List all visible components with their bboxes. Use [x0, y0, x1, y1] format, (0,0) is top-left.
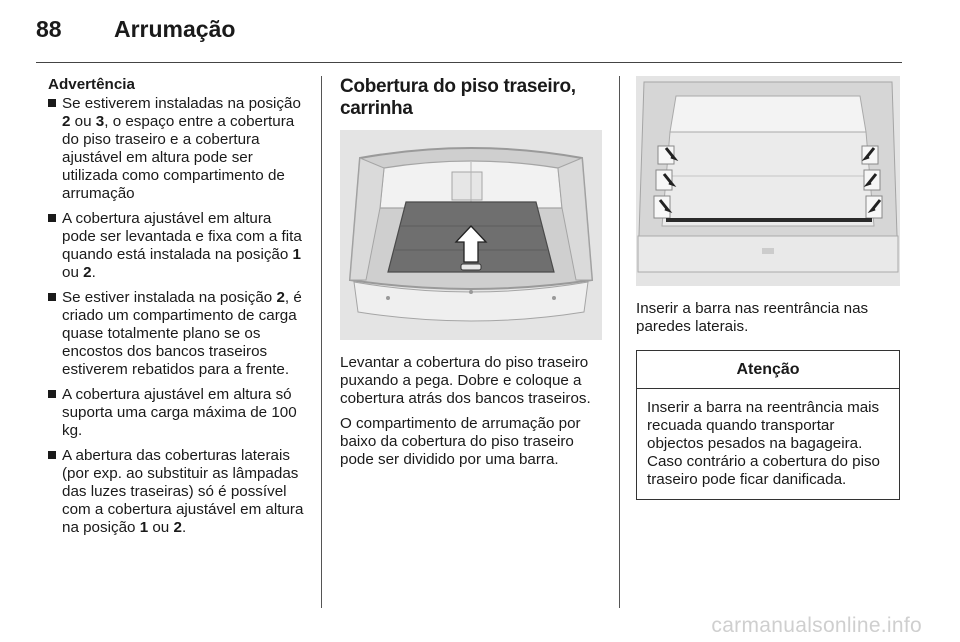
- bullet-text: Se estiver instalada na posição 2, é criado um compartimento de carga quase totalmente plano se os encostos dos bancos traseiros estiverem rebatidos para a frente.: [62, 289, 302, 378]
- warning-bullet-4: [48, 386, 306, 440]
- floor-cover-column: [340, 76, 602, 476]
- page-header: [36, 16, 235, 52]
- page-number: 88: [36, 16, 62, 42]
- warning-bullet-3: [48, 289, 306, 379]
- bullet-square-icon: [48, 451, 56, 459]
- position-number: 1: [139, 519, 149, 536]
- warning-bullet-5: [48, 447, 306, 537]
- trunk-floor-cover-illustration: [340, 130, 602, 340]
- column-divider-left: [321, 76, 322, 608]
- divider-bar-column: [636, 76, 900, 500]
- bullet-text: A cobertura ajustável em altura só suporta uma carga máxima de 100 kg.: [62, 386, 297, 439]
- column-divider-right: [619, 76, 620, 608]
- position-number: 2: [173, 519, 182, 536]
- instruction-paragraph-1: Levantar a cobertura do piso traseiro puxando a pega. Dobre e coloque a cobertura atrás dos bancos traseiros.: [340, 354, 591, 407]
- position-number: 2: [62, 113, 71, 130]
- attention-box: [636, 350, 900, 500]
- attention-title: Atenção: [637, 351, 899, 389]
- attention-text: Inserir a barra na reentrância mais recuada quando transportar objectos pesados na bagageira. Caso contrário a cobertura do piso traseiro pode ficar danificada.: [647, 399, 881, 488]
- bullet-square-icon: [48, 390, 56, 398]
- trunk-divider-bar-illustration: [636, 76, 900, 286]
- page-title: Arrumação: [114, 16, 236, 42]
- bullet-square-icon: [48, 99, 56, 107]
- position-number: 1: [292, 246, 301, 263]
- warning-title: Advertência: [48, 76, 135, 93]
- bullet-square-icon: [48, 214, 56, 222]
- position-number: 3: [95, 113, 105, 130]
- bullet-square-icon: [48, 293, 56, 301]
- instruction-paragraph-2: O compartimento de arrumação por baixo da cobertura do piso traseiro pode ser dividido por uma barra.: [340, 415, 581, 468]
- warning-bullet-list: [48, 95, 306, 537]
- figure-caption: Inserir a barra nas reentrância nas paredes laterais.: [636, 300, 869, 335]
- position-number: 2: [83, 264, 92, 281]
- bullet-text: Se estiverem instaladas na posição 2 ou 3, o espaço entre a cobertura do piso traseiro e a cobertura ajustável em altura pode ser utilizada como compartimento de arrumação: [62, 95, 301, 202]
- position-number: 2: [276, 289, 285, 306]
- watermark: carmanualsonline.info: [711, 614, 922, 637]
- section-title: Cobertura do piso traseiro, carrinha: [340, 76, 576, 119]
- header-divider: [36, 62, 902, 63]
- warning-bullet-2: [48, 210, 306, 282]
- warning-column: [48, 76, 306, 544]
- warning-bullet-1: [48, 95, 306, 203]
- bullet-text: A cobertura ajustável em altura pode ser levantada e fixa com a fita quando está instalada na posição 1 ou 2.: [62, 210, 302, 281]
- bullet-text: A abertura das coberturas laterais (por exp. ao substituir as lâmpadas das luzes traseiras) só é possível com a cobertura ajustável em altura na posição 1 ou 2.: [62, 447, 304, 536]
